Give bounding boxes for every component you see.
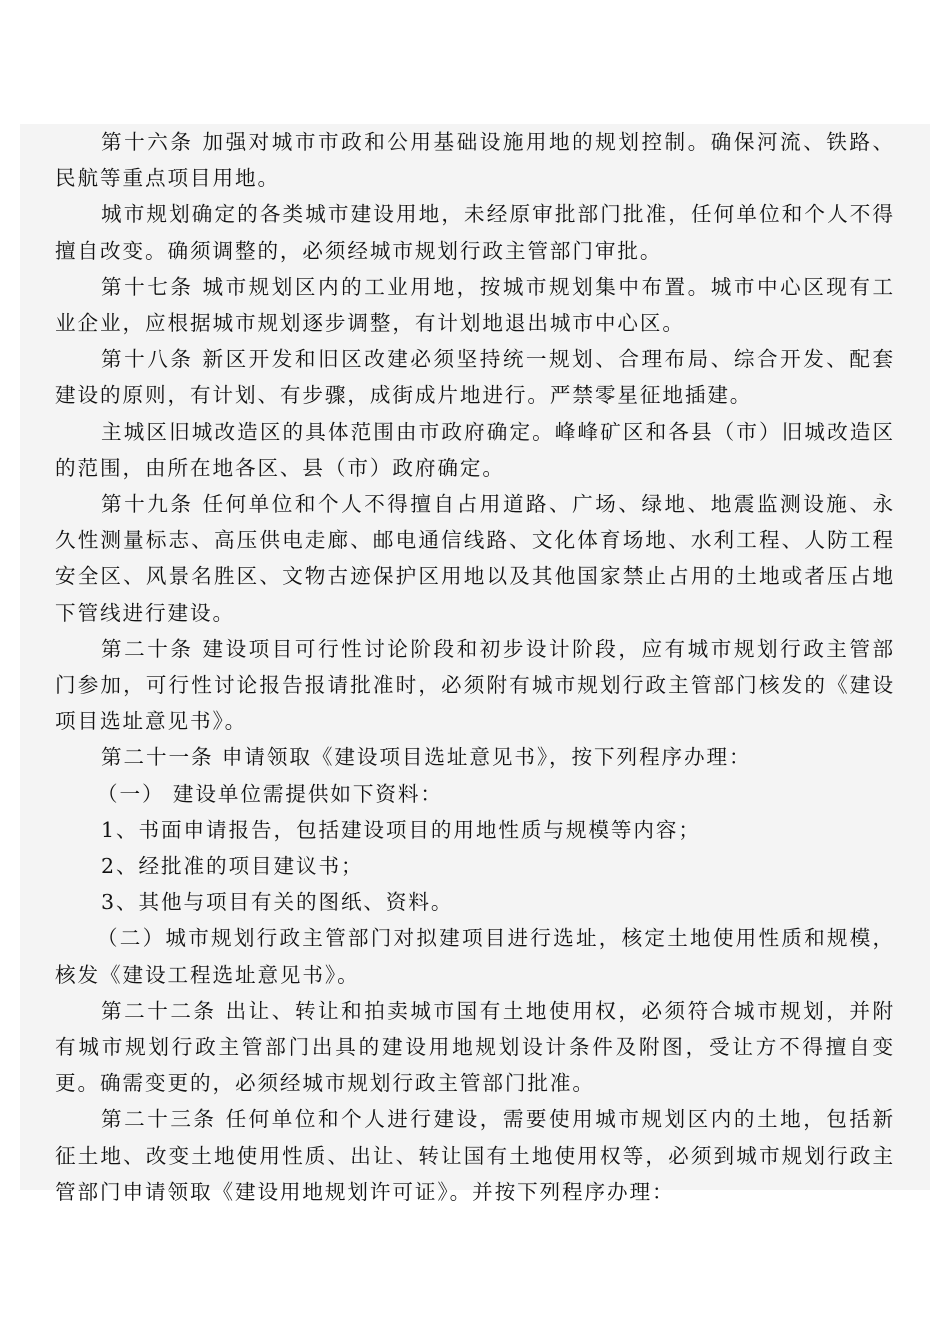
article-23: 第二十三条 任何单位和个人进行建设，需要使用城市规划区内的土地，包括新征土地、改变土地使用性质、出让、转让国有土地使用权等，必须到城市规划行政主管部门申请领取《建设用地规划许可证》。并按下列程序办理： (55, 1107, 895, 1204)
article-19: 第十九条 任何单位和个人不得擅自占用道路、广场、绿地、地震监测设施、永久性测量标志、高压供电走廊、邮电通信线路、文化体育场地、水利工程、人防工程安全区、风景名胜区、文物古迹保护区用地以及其他国家禁止占用的土地或者压占地下管线进行建设。 (55, 492, 895, 625)
article-16: 第十六条 加强对城市市政和公用基础设施用地的规划控制。确保河流、铁路、民航等重点项目用地。 (55, 130, 895, 191)
article-21-subitem-1: 1、书面申请报告，包括建设项目的用地性质与规模等内容； (101, 817, 701, 842)
article-21-subitem-2: 2、经批准的项目建议书； (101, 854, 364, 879)
article-18: 第十八条 新区开发和旧区改建必须坚持统一规划、合理布局、综合开发、配套建设的原则，有计划、有步骤，成街成片地进行。严禁零星征地插建。 (55, 347, 895, 408)
article-17: 第十七条 城市规划区内的工业用地，按城市规划集中布置。城市中心区现有工业企业，应根据城市规划逐步调整，有计划地退出城市中心区。 (55, 274, 895, 336)
article-21-item-2: （二）城市规划行政主管部门对拟建项目进行选址，核定土地使用性质和规模，核发《建设工程选址意见书》。 (55, 926, 895, 987)
article-18-paragraph-2: 主城区旧城改造区的具体范围由市政府确定。峰峰矿区和各县（市）旧城改造区的范围，由所在地各区、县（市）政府确定。 (55, 419, 895, 480)
document-body (55, 124, 895, 1210)
article-21-subitem-3: 3、其他与项目有关的图纸、资料。 (101, 890, 454, 915)
article-16-paragraph-2: 城市规划确定的各类城市建设用地，未经原审批部门批准，任何单位和个人不得擅自改变。确须调整的，必须经城市规划行政主管部门审批。 (55, 202, 895, 263)
article-22: 第二十二条 出让、转让和拍卖城市国有土地使用权，必须符合城市规划，并附有城市规划行政主管部门出具的建设用地规划设计条件及附图，受让方不得擅自变更。确需变更的，必须经城市规划行政主管部门批准。 (55, 998, 895, 1096)
article-20: 第二十条 建设项目可行性讨论阶段和初步设计阶段，应有城市规划行政主管部门参加，可行性讨论报告报请批准时，必须附有城市规划行政主管部门核发的《建设项目选址意见书》。 (55, 636, 895, 734)
article-21-item-1: （一） 建设单位需提供如下资料： (97, 781, 443, 806)
article-21: 第二十一条 申请领取《建设项目选址意见书》，按下列程序办理： (101, 745, 752, 770)
